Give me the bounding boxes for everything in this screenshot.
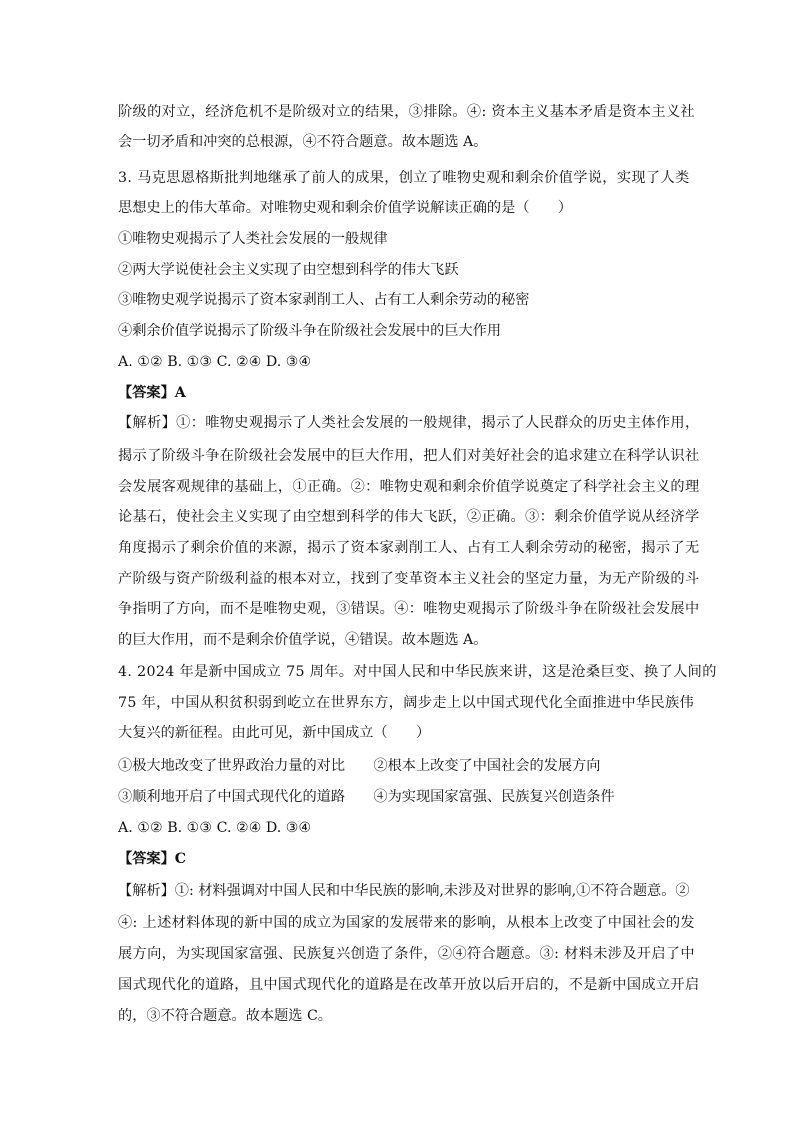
question-3-stem: 3. 马克思恩格斯批判地继承了前人的成果，创立了唯物史观和剩余价值学说，实现了人类: [118, 170, 690, 186]
answer-label: 【答案】C: [118, 851, 187, 867]
question-4-option: ①极大地改变了世界政治力量的对比 ②根本上改变了中国社会的发展方向: [118, 758, 601, 774]
analysis-text: 论基石，使社会主义实现了由空想到科学的伟大飞跃，②正确。③：剩余价值学说从经济学: [118, 509, 700, 525]
question-4-choices: A. ①② B. ①③ C. ②④ D. ③④: [118, 820, 312, 836]
analysis-text: 争指明了方向，而不是唯物史观，③错误。④：唯物史观揭示了阶级斗争在阶级社会发展中: [118, 601, 700, 617]
analysis-text: 的，③不符合题意。故本题选 C。: [118, 1008, 332, 1024]
analysis-text: 【解析】①: 材料强调对中国人民和中华民族的影响,未涉及对世界的影响,①不符合题意。②: [118, 883, 690, 899]
question-3-option: ④剩余价值学说揭示了阶级斗争在阶级社会发展中的巨大作用: [118, 323, 502, 339]
analysis-text: 【解析】①：唯物史观揭示了人类社会发展的一般规律，揭示了人民群众的历史主体作用，: [118, 415, 700, 431]
question-4-stem: 75 年，中国从积贫积弱到屹立在世界东方，阔步走上以中国式现代化全面推进中华民族伟: [118, 695, 695, 711]
analysis-text: 的巨大作用，而不是剩余价值学说，④错误。故本题选 A。: [118, 632, 488, 648]
question-3-option: ③唯物史观学说揭示了资本家剥削工人、占有工人剩余劳动的秘密: [118, 292, 530, 308]
analysis-text: ④: 上述材料体现的新中国的成立为国家的发展带来的影响，从根本上改变了中国社会的发: [118, 915, 695, 931]
analysis-text: 角度揭示了剩余价值的来源，揭示了资本家剥削工人、占有工人剩余劳动的秘密，揭示了无: [118, 540, 700, 556]
question-4-stem: 4. 2024 年是新中国成立 75 周年。对中国人民和中华民族来讲，这是沧桑巨变、换了人间的: [118, 664, 717, 680]
question-4-option: ③顺利地开启了中国式现代化的道路 ④为实现国家富强、民族复兴创造条件: [118, 789, 615, 805]
text-line: 会一切矛盾和冲突的总根源，④不符合题意。故本题选 A。: [118, 134, 488, 150]
analysis-text: 产阶级与资产阶级利益的根本对立，找到了变革资本主义社会的坚定力量，为无产阶级的斗: [118, 571, 700, 587]
question-3-stem: 思想史上的伟大革命。对唯物史观和剩余价值学说解读正确的是（ ）: [118, 200, 573, 216]
question-4-stem: 大复兴的新征程。由此可见，新中国成立（ ）: [118, 725, 431, 741]
question-3-choices: A. ①② B. ①③ C. ②④ D. ③④: [118, 354, 312, 370]
answer-label: 【答案】A: [118, 385, 186, 401]
analysis-text: 展方向，为实现国家富强、民族复兴创造了条件，②④符合题意。③: 材料未涉及开启了中: [118, 946, 695, 962]
analysis-text: 揭示了阶级斗争在阶级社会发展中的巨大作用，把人们对美好社会的追求建立在科学认识社: [118, 448, 700, 464]
analysis-text: 国式现代化的道路，且中国式现代化的道路是在改革开放以后开启的，不是新中国成立开启: [118, 977, 700, 993]
text-line: 阶级的对立，经济危机不是阶级对立的结果，③排除。④: 资本主义基本矛盾是资本主义社: [118, 104, 695, 120]
question-3-option: ①唯物史观揭示了人类社会发展的一般规律: [118, 231, 388, 247]
question-3-option: ②两大学说使社会主义实现了由空想到科学的伟大飞跃: [118, 262, 459, 278]
analysis-text: 会发展客观规律的基础上，①正确。②：唯物史观和剩余价值学说奠定了科学社会主义的理: [118, 479, 700, 495]
